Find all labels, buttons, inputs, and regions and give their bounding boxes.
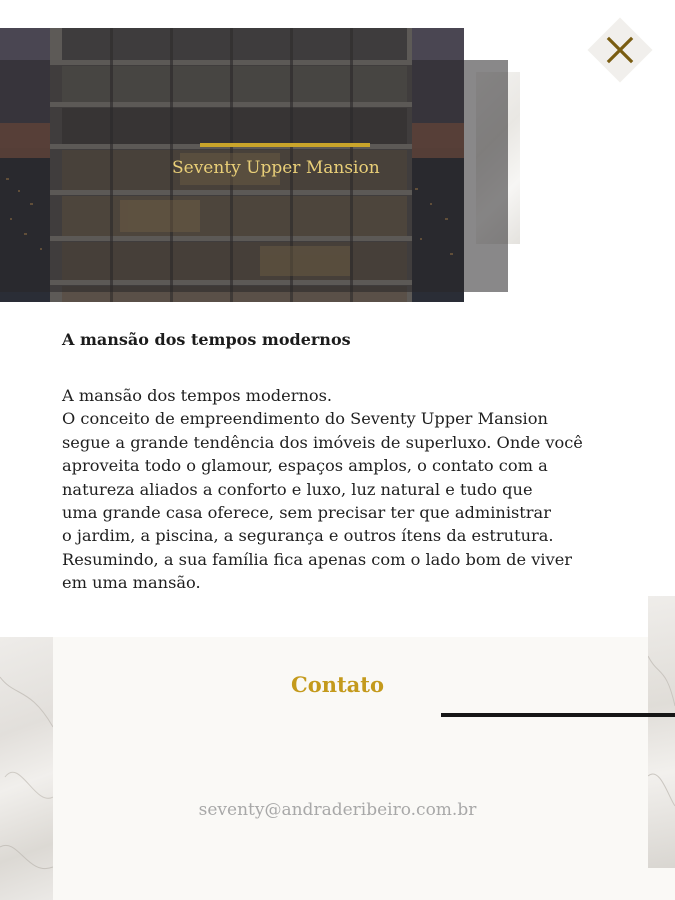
hero-title: Seventy Upper Mansion: [172, 158, 380, 178]
description-line: A mansão dos tempos modernos.: [62, 386, 333, 405]
description-line: o jardim, a piscina, a segurança e outros ítens da estrutura.: [62, 526, 554, 546]
description-line: natureza aliados a conforto e luxo, luz natural e tudo que: [62, 479, 533, 499]
hero-accent-bar: [200, 143, 370, 147]
contact-email-link[interactable]: seventy@andraderibeiro.com.br: [198, 800, 477, 820]
marble-veins-right: [648, 596, 675, 868]
close-icon: [605, 35, 635, 65]
description-text: [62, 384, 622, 595]
marble-decoration-right: [648, 596, 675, 868]
contact-divider: [441, 713, 675, 717]
description-line: aproveita todo o glamour, espaços amplos, o contato com a: [62, 456, 548, 476]
close-button[interactable]: [587, 17, 653, 83]
description-line: uma grande casa oferece, sem precisar ter que administrar: [62, 503, 551, 523]
section-heading: A mansão dos tempos modernos: [62, 330, 351, 349]
description-line: segue a grande tendência dos imóveis de superluxo. Onde você: [62, 432, 583, 452]
hero-section: [0, 0, 675, 310]
description-line: O conceito de empreendimento do Seventy Upper Mansion: [62, 409, 548, 429]
description-line: em uma mansão.: [62, 573, 201, 593]
description-line: Resumindo, a sua família fica apenas com o lado bom de viver: [62, 549, 573, 569]
contact-title: Contato: [290, 672, 384, 697]
